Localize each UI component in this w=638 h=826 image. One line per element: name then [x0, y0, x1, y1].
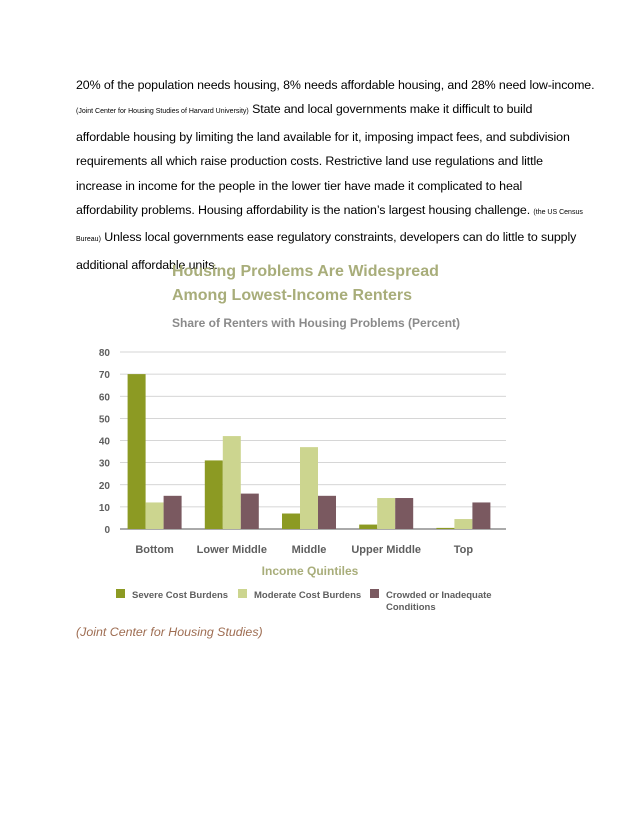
x-tick-label: Upper Middle: [351, 544, 422, 556]
paragraph-line: [76, 198, 583, 225]
paragraph-line: [76, 174, 576, 198]
bar-moderate-cost-burdens: [300, 447, 318, 529]
chart-subtitle: Share of Renters with Housing Problems (Percent): [172, 316, 461, 330]
x-tick-label: Top: [453, 544, 474, 556]
paragraph-text: affordability problems. Housing affordability is the nation’s largest housing challenge.: [76, 203, 534, 218]
x-tick-label: Middle: [291, 544, 327, 556]
y-tick-label: 60: [98, 392, 110, 404]
chart-bars: [128, 374, 491, 529]
bar-severe-cost-burdens: [205, 460, 223, 529]
paragraph-text: additional affordable units.: [76, 257, 218, 272]
paragraph-line: [76, 149, 576, 173]
x-axis-ticks: [135, 544, 473, 556]
bar-moderate-cost-burdens: [146, 502, 164, 529]
citation-text: (Joint Center for Housing Studies of Harvard University): [76, 108, 249, 116]
paragraph-line: [76, 225, 576, 252]
bar-crowded-or-inadequate-conditions: [472, 502, 490, 529]
legend-label: Moderate Cost Burdens: [254, 590, 362, 601]
paragraph-text: 20% of the population needs housing, 8% needs affordable housing, and 28% need low-income.: [76, 78, 595, 92]
bar-moderate-cost-burdens: [223, 436, 241, 529]
paragraph-text: requirements all which raise production costs. Restrictive land use regulations and little: [76, 154, 543, 169]
chart-title-line-1: Housing Problems Are Widespread: [172, 263, 439, 280]
paragraph-text: State and local governments make it difficult to build: [248, 102, 533, 117]
paragraph-text: increase in income for the people in the lower tier have made it complicated to heal: [76, 178, 523, 193]
paragraph-line: [76, 97, 576, 124]
bar-moderate-cost-burdens: [377, 498, 395, 529]
legend-swatch: [238, 589, 247, 598]
x-tick-label: Lower Middle: [196, 544, 267, 556]
housing-problems-chart: [76, 252, 516, 622]
y-tick-label: 20: [98, 480, 110, 492]
chart-legend: [116, 589, 492, 613]
x-tick-label: Bottom: [135, 544, 174, 556]
bar-crowded-or-inadequate-conditions: [164, 496, 182, 529]
body-paragraph: [76, 73, 595, 277]
bar-moderate-cost-burdens: [454, 519, 472, 529]
bar-severe-cost-burdens: [282, 514, 300, 529]
bar-severe-cost-burdens: [436, 528, 454, 529]
y-tick-label: 40: [98, 436, 110, 448]
y-tick-label: 10: [98, 502, 110, 514]
legend-label: Crowded or Inadequate Conditions: [386, 590, 492, 613]
y-tick-label: 80: [98, 348, 110, 359]
citation-text: Bureau): [76, 236, 101, 244]
paragraph-line: [76, 73, 595, 97]
paragraph-line: [76, 125, 576, 149]
bar-crowded-or-inadequate-conditions: [241, 494, 259, 529]
bar-severe-cost-burdens: [359, 525, 377, 529]
legend-label: Severe Cost Burdens: [132, 590, 229, 601]
citation-text: (the US Census: [533, 209, 583, 217]
bar-crowded-or-inadequate-conditions: [318, 496, 336, 529]
bar-crowded-or-inadequate-conditions: [395, 498, 413, 529]
bar-severe-cost-burdens: [128, 374, 146, 529]
x-axis-title: Income Quintiles: [261, 564, 359, 578]
chart-title-line-2: Among Lowest-Income Renters: [172, 287, 413, 304]
y-axis-ticks: [99, 348, 111, 536]
chart-caption: (Joint Center for Housing Studies): [76, 625, 263, 639]
y-tick-label: 30: [98, 458, 110, 470]
legend-swatch: [116, 589, 125, 598]
y-tick-label: 70: [98, 370, 110, 382]
paragraph-text: Unless local governments ease regulatory constraints, developers can do little to supply: [100, 230, 577, 245]
y-tick-label: 0: [104, 525, 110, 536]
paragraph-text: affordable housing by limiting the land available for it, imposing impact fees, and subdivision: [76, 129, 570, 144]
legend-swatch: [370, 589, 379, 598]
y-tick-label: 50: [98, 414, 110, 426]
